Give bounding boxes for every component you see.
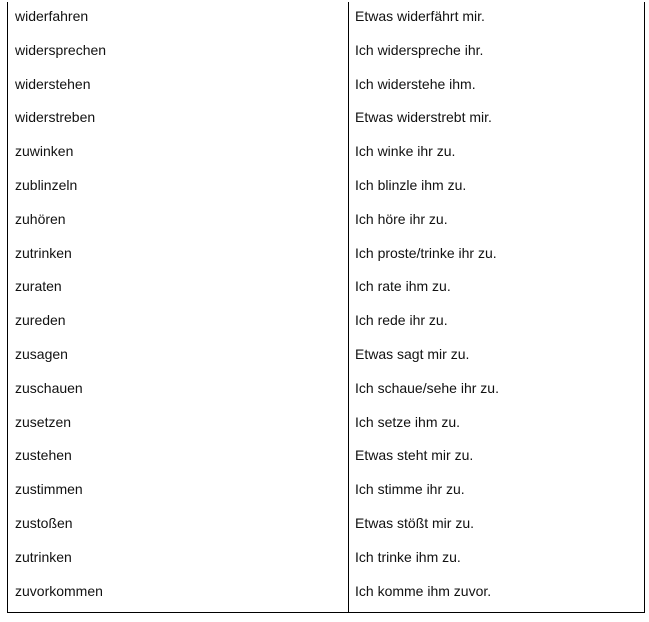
- example-cell: Etwas widerstrebt mir.: [355, 109, 492, 126]
- example-cell: Ich stimme ihr zu.: [355, 481, 465, 498]
- example-cell: Ich proste/trinke ihr zu.: [355, 244, 497, 261]
- table-row: [8, 272, 644, 306]
- verb-cell: zureden: [15, 312, 66, 329]
- verb-cell: zuschauen: [15, 379, 83, 396]
- verb-cell: zustehen: [15, 447, 72, 464]
- table-row: [8, 374, 644, 408]
- example-cell: Ich komme ihm zuvor.: [355, 582, 492, 599]
- table-row: [8, 36, 644, 70]
- table-row: [8, 543, 644, 577]
- example-cell: Etwas steht mir zu.: [355, 447, 474, 464]
- table-row: [8, 2, 644, 36]
- table-row: [8, 306, 644, 340]
- table-row: [8, 577, 644, 611]
- verb-cell: zusetzen: [15, 413, 72, 430]
- verb-cell: widerfahren: [15, 8, 89, 24]
- verb-cell: zustimmen: [15, 481, 83, 498]
- verb-cell: zuhören: [15, 210, 66, 227]
- table-row: [8, 441, 644, 475]
- verb-cell: zublinzeln: [15, 177, 78, 193]
- verb-cell: widersprechen: [15, 41, 107, 58]
- verb-table: [7, 2, 645, 613]
- verb-cell: widerstehen: [15, 75, 91, 92]
- example-cell: Ich widerstehe ihm.: [355, 75, 476, 92]
- example-cell: Ich widerspreche ihr.: [355, 41, 484, 58]
- example-cell: Etwas sagt mir zu.: [355, 346, 470, 362]
- verb-cell: zuwinken: [15, 143, 74, 160]
- example-cell: Ich blinzle ihm zu.: [355, 177, 467, 193]
- table-row: [8, 509, 644, 543]
- table-row: [8, 340, 644, 374]
- verb-cell: zustoßen: [15, 515, 73, 531]
- example-cell: Etwas stößt mir zu.: [355, 515, 475, 531]
- table-row: [8, 103, 644, 137]
- table-row: [8, 239, 644, 273]
- example-cell: Ich rede ihr zu.: [355, 312, 448, 329]
- table-row: [8, 205, 644, 239]
- example-cell: Ich höre ihr zu.: [355, 210, 448, 227]
- verb-cell: widerstreben: [15, 109, 96, 126]
- example-cell: Ich setze ihm zu.: [355, 413, 461, 430]
- example-cell: Ich winke ihr zu.: [355, 143, 456, 160]
- verb-cell: zuraten: [15, 278, 62, 295]
- example-cell: Ich trinke ihm zu.: [355, 548, 461, 565]
- table-row: [8, 171, 644, 205]
- example-cell: Ich schaue/sehe ihr zu.: [355, 379, 499, 396]
- table-row: [8, 137, 644, 171]
- table-row: [8, 70, 644, 104]
- verb-cell: zusagen: [15, 346, 68, 362]
- table-row: [8, 475, 644, 509]
- verb-cell: zutrinken: [15, 244, 72, 261]
- verb-cell: zutrinken: [15, 548, 72, 565]
- table-row: [8, 408, 644, 442]
- example-cell: Etwas widerfährt mir.: [355, 8, 485, 24]
- verb-cell: zuvorkommen: [15, 582, 103, 599]
- example-cell: Ich rate ihm zu.: [355, 278, 451, 295]
